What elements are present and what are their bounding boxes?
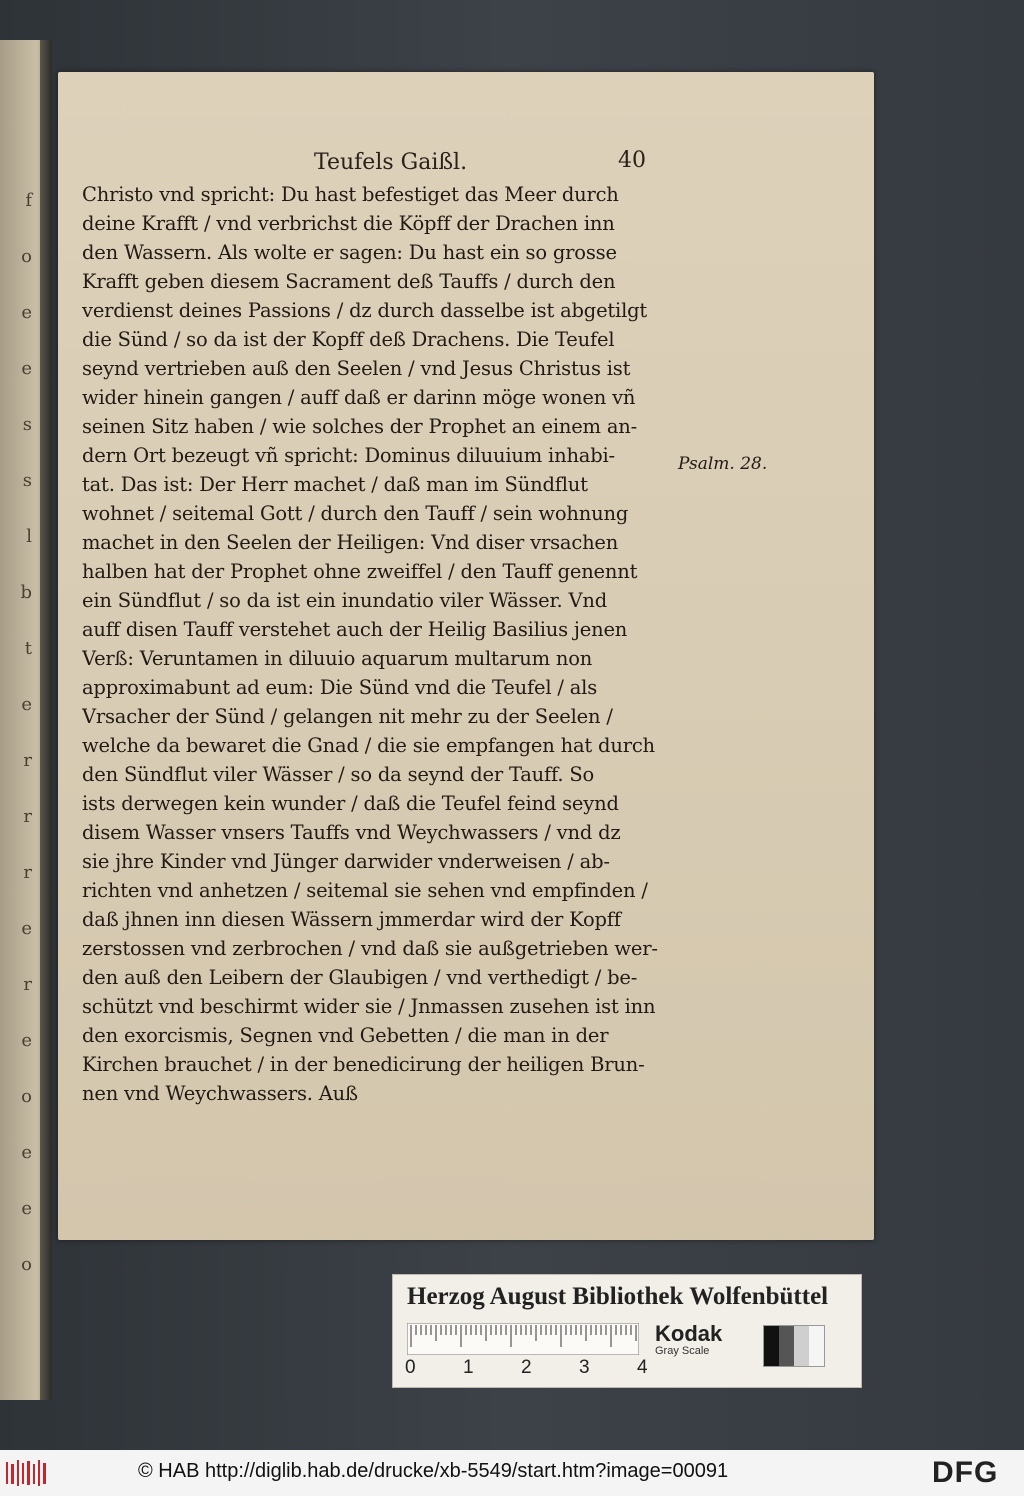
text-line: Kirchen brauchet / in der benedicirung der heiligen Brun- — [82, 1053, 645, 1076]
running-head: Teufels Gaißl. — [314, 150, 468, 175]
book-page — [58, 72, 874, 1240]
text-line: zerstossen vnd zerbrochen / vnd daß sie außgetrieben wer- — [82, 937, 658, 960]
text-line: nen vnd Weychwassers. Auß — [82, 1082, 358, 1105]
facing-page-letter: o — [21, 1254, 32, 1275]
text-line: seynd vertrieben auß den Seelen / vnd Jesus Christus ist — [82, 357, 631, 380]
text-line: wohnet / seitemal Gott / durch den Tauff / sein wohnung — [82, 502, 629, 525]
gray-scale-patches — [763, 1325, 825, 1367]
text-line: auff disen Tauff verstehet auch der Heilig Basilius jenen — [82, 618, 628, 641]
facing-page-letter: e — [21, 1142, 32, 1163]
text-line: den Sündflut viler Wässer / so da seynd der Tauff. So — [82, 763, 595, 786]
text-block — [82, 180, 722, 1108]
text-line: richten vnd anhetzen / seitemal sie sehen vnd empfinden / — [82, 879, 648, 902]
facing-page-letter: s — [22, 414, 32, 435]
facing-page-edge — [0, 40, 52, 1400]
copyright-url[interactable]: © HAB http://diglib.hab.de/drucke/xb-5549/start.htm?image=00091 — [138, 1460, 729, 1482]
text-line: die Sünd / so da ist der Kopff deß Drachens. Die Teufel — [82, 328, 615, 351]
text-line: Krafft geben diesem Sacrament deß Tauffs / durch den — [82, 270, 616, 293]
library-label — [392, 1274, 862, 1388]
text-line: Vrsacher der Sünd / gelangen nit mehr zu der Seelen / — [82, 705, 613, 728]
footer-bar — [0, 1450, 1024, 1496]
facing-page-letter: l — [26, 526, 32, 547]
text-line: verdienst deines Passions / dz durch dasselbe ist abgetilgt — [82, 299, 648, 322]
scale-number: 4 — [637, 1357, 648, 1378]
marginal-note: Psalm. 28. — [678, 454, 768, 474]
ruler-scale — [407, 1323, 639, 1355]
text-line: approximabunt ad eum: Die Sünd vnd die Teufel / als — [82, 676, 598, 699]
scale-number: 0 — [405, 1357, 416, 1378]
text-line: tat. Das ist: Der Herr machet / daß man im Sündflut — [82, 473, 588, 496]
facing-page-letter: r — [23, 806, 32, 827]
facing-page-letter: s — [22, 470, 32, 491]
facing-page-letter: t — [24, 638, 32, 659]
text-line: machet in den Seelen der Heiligen: Vnd diser vrsachen — [82, 531, 619, 554]
text-line: seinen Sitz haben / wie solches der Prophet an einem an- — [82, 415, 638, 438]
facing-page-letter: o — [21, 1086, 32, 1107]
text-line: halben hat der Prophet ohne zweiffel / den Tauff genennt — [82, 560, 638, 583]
facing-page-letter: o — [21, 246, 32, 267]
text-line: sie jhre Kinder vnd Jünger darwider vnderweisen / ab- — [82, 850, 610, 873]
book-spine — [40, 40, 52, 1400]
facing-page-letter: r — [23, 862, 32, 883]
facing-page-letter: e — [21, 358, 32, 379]
facing-page-letter: e — [21, 1198, 32, 1219]
text-line: den Wassern. Als wolte er sagen: Du hast ein so grosse — [82, 241, 617, 264]
facing-page-letter: b — [20, 582, 32, 603]
text-line: Christo vnd spricht: Du hast befestiget das Meer durch — [82, 183, 619, 206]
text-line: Verß: Veruntamen in diluuio aquarum multarum non — [82, 647, 593, 670]
text-line: schützt vnd beschirmt wider sie / Jnmassen zusehen ist inn — [82, 995, 656, 1018]
library-name: Herzog August Bibliothek Wolfenbüttel — [407, 1283, 829, 1310]
text-line: daß jhnen inn diesen Wässern jmmerdar wird der Kopff — [82, 908, 621, 931]
facing-page-letter: f — [25, 190, 32, 211]
facing-page-letter: r — [23, 750, 32, 771]
text-line: ein Sündflut / so da ist ein inundatio viler Wässer. Vnd — [82, 589, 607, 612]
text-line: disem Wasser vnsers Tauffs vnd Weychwassers / vnd dz — [82, 821, 621, 844]
scale-number: 2 — [521, 1357, 532, 1378]
text-line: den auß den Leibern der Glaubigen / vnd verthedigt / be- — [82, 966, 638, 989]
gray-scale-caption: Gray Scale — [655, 1345, 710, 1357]
facing-page-letter: e — [21, 694, 32, 715]
text-line: welche da bewaret die Gnad / die sie empfangen hat durch — [82, 734, 655, 757]
kodak-mark — [655, 1323, 745, 1379]
scale-number: 3 — [579, 1357, 590, 1378]
page-number: 40 — [618, 148, 646, 173]
facing-page-letter: e — [21, 918, 32, 939]
kodak-brand: Kodak — [655, 1321, 723, 1346]
barcode-icon — [6, 1460, 48, 1486]
text-line: ists derwegen kein wunder / daß die Teufel feind seynd — [82, 792, 619, 815]
dfg-logo: DFG — [932, 1456, 999, 1489]
facing-page-letter: e — [21, 302, 32, 323]
text-line: deine Krafft / vnd verbrichst die Köpff der Drachen inn — [82, 212, 615, 235]
text-line: wider hinein gangen / auff daß er darinn möge wonen vñ — [82, 386, 636, 409]
facing-page-letter: e — [21, 1030, 32, 1051]
text-line: dern Ort bezeugt vñ spricht: Dominus diluuium inhabi- — [82, 444, 615, 467]
text-line: den exorcismis, Segnen vnd Gebetten / die man in der — [82, 1024, 609, 1047]
scale-number: 1 — [463, 1357, 474, 1378]
facing-page-letter: r — [23, 974, 32, 995]
